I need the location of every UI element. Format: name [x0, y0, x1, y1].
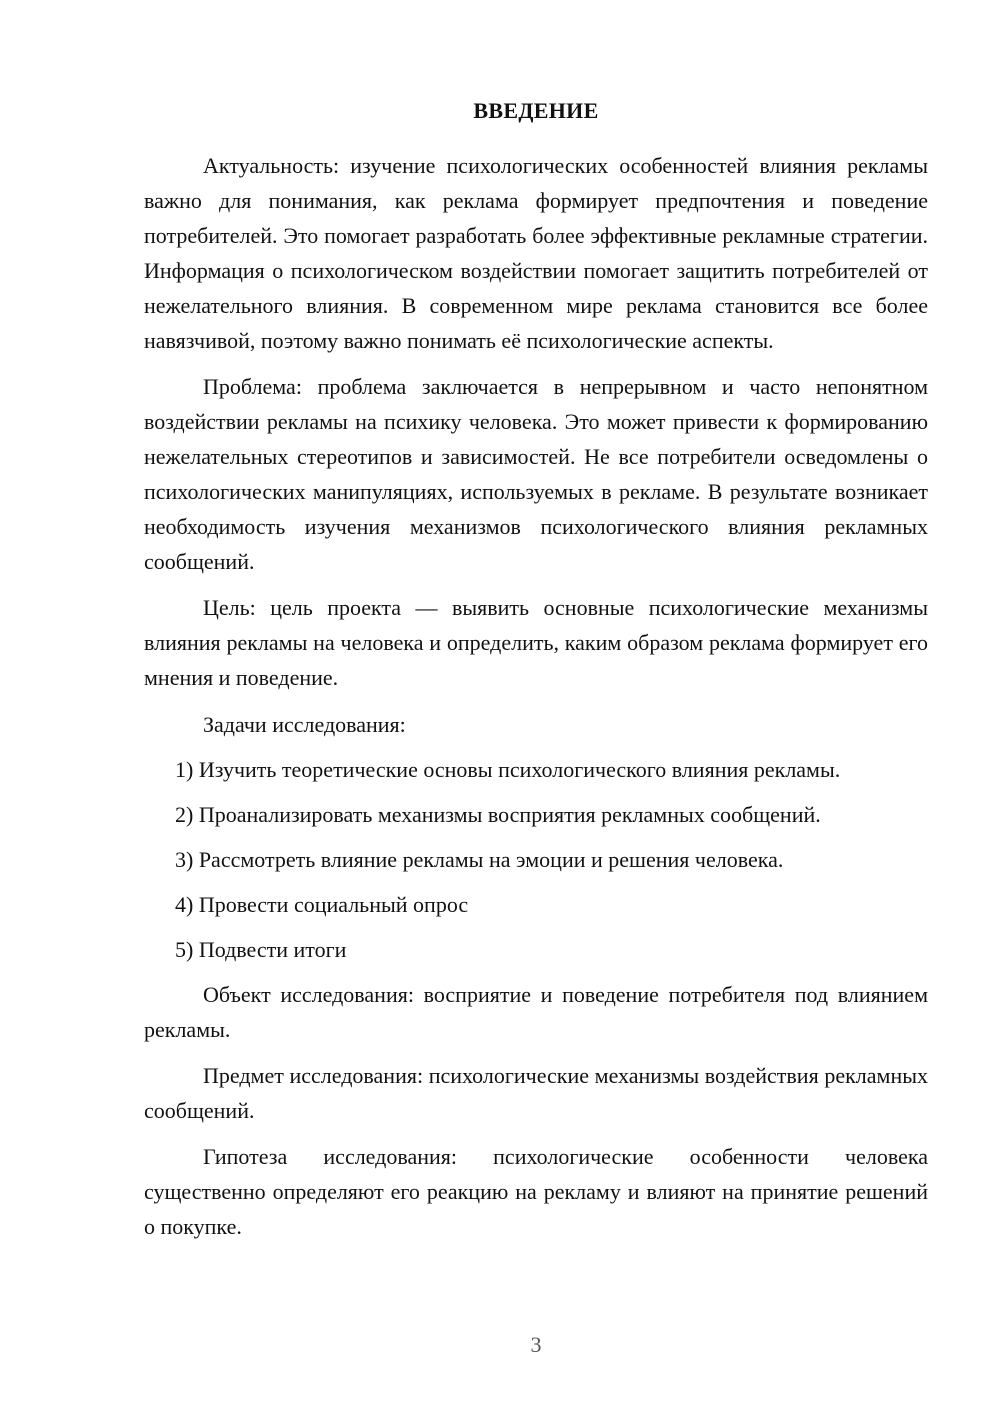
paragraph-subject: Предмет исследования: психологические механизмы воздействия рекламных сообщений. — [144, 1063, 928, 1123]
task-item-3: 3) Рассмотреть влияние рекламы на эмоции и решения человека. — [175, 847, 784, 872]
paragraph-hypothesis: Гипотеза исследования: психологические особенности человека существенно определяют его реакцию на рекламу и влияют на принятие решений о покупке. — [144, 1144, 928, 1239]
task-item-4: 4) Провести социальный опрос — [175, 892, 469, 917]
paragraph-goal: Цель: цель проекта — выявить основные психологические механизмы влияния рекламы на человека и определить, каким образом реклама формирует его мнения и поведение. — [144, 595, 928, 690]
paragraph-problem: Проблема: проблема заключается в непрерывном и часто непонятном воздействии рекламы на психику человека. Это может привести к формированию нежелательных стереотипов и зависимостей. Не все потребители осведомлены о психологических манипуляциях, используемых в рекламе. В результате возникает необходимость изучения механизмов психологического влияния рекламных сообщений. — [144, 374, 928, 574]
paragraph-object: Объект исследования: восприятие и поведение потребителя под влиянием рекламы. — [144, 982, 928, 1042]
page-number: 3 — [530, 1332, 542, 1357]
paragraph-relevance: Актуальность: изучение психологических особенностей влияния рекламы важно для понимания, как реклама формирует предпочтения и поведение потребителей. Это помогает разработать более эффективные рекламные стратегии. Информация о психологическом воздействии помогает защитить потребителей от нежелательного влияния. В современном мире реклама становится все более навязчивой, поэтому важно понимать её психологические аспекты. — [144, 153, 928, 353]
tasks-heading: Задачи исследования: — [203, 712, 406, 737]
page-content — [144, 93, 928, 1255]
task-item-1: 1) Изучить теоретические основы психологического влияния рекламы. — [175, 757, 841, 782]
task-item-2: 2) Проанализировать механизмы восприятия рекламных сообщений. — [175, 802, 821, 827]
task-item-5: 5) Подвести итоги — [175, 937, 347, 962]
section-title: ВВЕДЕНИЕ — [473, 98, 599, 123]
task-list — [144, 752, 928, 967]
